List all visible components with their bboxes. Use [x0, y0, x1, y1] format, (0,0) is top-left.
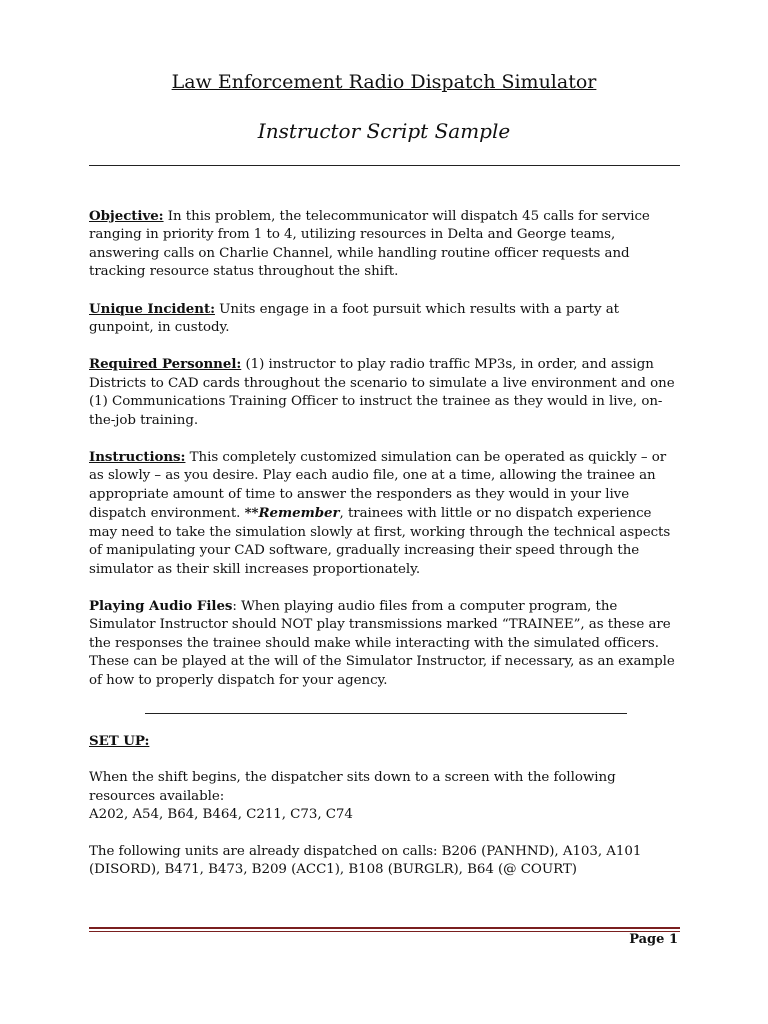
- page-number: Page 1: [629, 932, 678, 947]
- dispatched-units-paragraph: [89, 843, 681, 880]
- setup-label: SET UP:: [89, 732, 150, 749]
- playing-audio-text: : When playing audio files from a computer program, the Simulator Instructor should NOT play transmissions marked “TRAINEE”, as these are the responses the trainee should make while interacting with the simulated officers. These can be played at the will of the Simulator Instructor, if necessary, as an example of how to properly dispatch for your agency.: [89, 598, 675, 688]
- document-title: Law Enforcement Radio Dispatch Simulator: [171, 71, 597, 93]
- unique-incident-paragraph: [89, 300, 681, 338]
- remember-text: , trainees with little or no dispatch experience may need to take the simulation slowly at first, working through the technical aspects of manipulating your CAD software, gradually increasing their speed through the simulator as their skill increases proportionately.: [89, 506, 671, 577]
- available-units: A202, A54, B64, B464, C211, C73, C74: [89, 807, 353, 823]
- objective-paragraph: [89, 207, 681, 282]
- required-personnel-text: (1) instructor to play radio traffic MP3s, in order, and assign Districts to CAD cards throughout the scenario to simulate a live environment and one (1) Communications Training Officer to instruct the trainee as they would in live, on-the-job training.: [89, 357, 675, 428]
- document-subtitle: Instructor Script Sample: [257, 119, 511, 143]
- setup-heading-paragraph: [89, 732, 681, 751]
- section-separator: [145, 713, 627, 714]
- objective-text: In this problem, the telecommunicator will dispatch 45 calls for service ranging in priority from 1 to 4, utilizing resources in Delta and George teams, answering calls on Charlie Channel, while handling routine officer requests and tracking resource status throughout the shift.: [89, 209, 650, 280]
- playing-audio-paragraph: [89, 597, 681, 690]
- playing-audio-label: Playing Audio Files: [89, 597, 233, 614]
- remember-label: **Remember: [244, 505, 340, 522]
- required-personnel-paragraph: [89, 355, 681, 430]
- unique-incident-label: Unique Incident:: [89, 300, 215, 317]
- footer-rule-thick: [89, 927, 680, 929]
- objective-label: Objective:: [89, 208, 164, 224]
- document-body: [89, 207, 681, 897]
- setup-intro: When the shift begins, the dispatcher sits down to a screen with the following resources available:: [89, 770, 616, 804]
- setup-resources-paragraph: [89, 769, 681, 824]
- required-personnel-label: Required Personnel:: [89, 356, 242, 373]
- instructions-text: This completely customized simulation can be operated as quickly – or as slowly – as you desire. Play each audio file, one at a time, allowing the trainee an appropriate amount of time to answer the responders as they would in your live dispatch environment.: [89, 450, 667, 522]
- unique-incident-text: Units engage in a foot pursuit which results with a party at gunpoint, in custody.: [89, 301, 620, 336]
- dispatched-units: The following units are already dispatched on calls: B206 (PANHND), A103, A101 (DISORD), B471, B473, B209 (ACC1), B108 (BURGLR), B64 (@ COURT): [89, 843, 642, 877]
- footer-rule-thin: [89, 931, 680, 932]
- title-divider: [89, 165, 680, 166]
- instructions-label: Instructions:: [89, 449, 186, 466]
- instructions-paragraph: [89, 448, 681, 579]
